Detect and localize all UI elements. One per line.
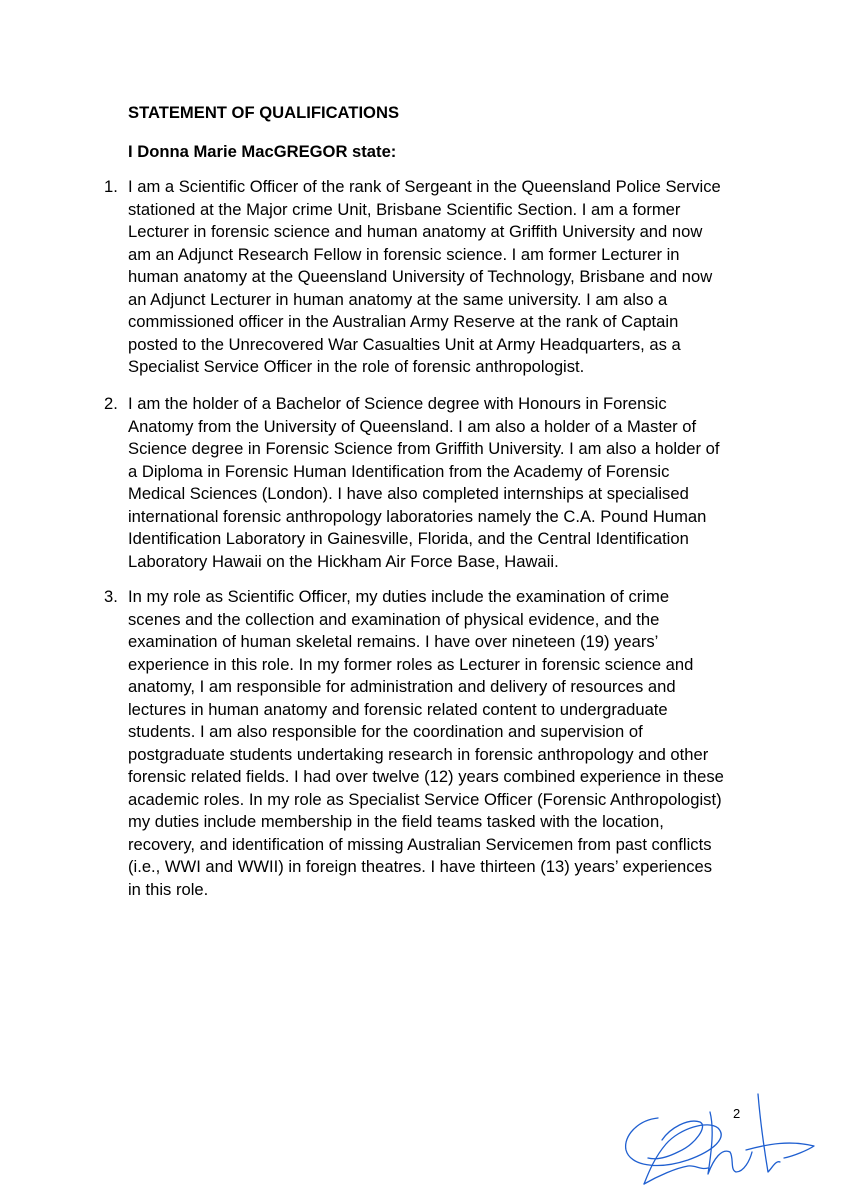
paragraph-number: 2.	[104, 394, 118, 413]
paragraph-line: international forensic anthropology laboratories namely the C.A. Pound Human	[128, 506, 707, 526]
paragraph-line: In my role as Scientific Officer, my duties include the examination of crime	[128, 587, 670, 606]
paragraph-line: a Diploma in Forensic Human Identification from the Academy of Forensic	[128, 461, 670, 481]
paragraph-line: Identification Laboratory in Gainesville, Florida, and the Central Identification	[128, 529, 689, 548]
paragraph-line: Medical Sciences (London). I have also completed internships at specialised	[128, 484, 689, 503]
paragraph-line: scenes and the collection and examination of physical evidence, and the	[128, 609, 660, 629]
paragraph-line: academic roles. In my role as Specialist Service Officer (Forensic Anthropologist)	[128, 789, 722, 809]
paragraph-line: postgraduate students undertaking research in forensic anthropology and other	[128, 744, 709, 764]
paragraph-line: commissioned officer in the Australian Army Reserve at the rank of Captain	[128, 312, 679, 331]
paragraph-line: posted to the Unrecovered War Casualties Unit at Army Headquarters, as a	[128, 334, 681, 354]
document-title: STATEMENT OF QUALIFICATIONS	[128, 103, 400, 122]
paragraph-line: I am the holder of a Bachelor of Science degree with Honours in Forensic	[128, 394, 667, 413]
paragraph-line: students. I am also responsible for the coordination and supervision of	[128, 722, 643, 741]
signature	[618, 1088, 818, 1188]
numbered-paragraph	[104, 176, 744, 379]
paragraph-line: examination of human skeletal remains. I have over nineteen (19) years’	[128, 632, 659, 651]
paragraph-line: in this role.	[128, 879, 209, 899]
paragraph-line: (i.e., WWI and WWII) in foreign theatres. I have thirteen (13) years’ experiences	[128, 857, 713, 876]
paragraph-line: Lecturer in forensic science and human anatomy at Griffith University and now	[128, 222, 703, 241]
paragraph-line: human anatomy at the Queensland University of Technology, Brisbane and now	[128, 267, 713, 286]
paragraph-line: an Adjunct Lecturer in human anatomy at the same university. I am also a	[128, 289, 668, 309]
numbered-paragraph	[104, 393, 744, 573]
page-number: 2	[733, 1106, 741, 1121]
paragraph-line: lectures in human anatomy and forensic related content to undergraduate	[128, 699, 668, 719]
paragraph-number: 3.	[104, 587, 118, 606]
paragraph-line: am an Adjunct Research Fellow in forensic science. I am former Lecturer in	[128, 244, 680, 264]
paragraph-line: my duties include membership in the field teams tasked with the location,	[128, 812, 664, 831]
paragraph-line: stationed at the Major crime Unit, Brisbane Scientific Section. I am a former	[128, 199, 681, 219]
paragraph-number: 1.	[104, 177, 118, 196]
paragraph-line: forensic related fields. I had over twelve (12) years combined experience in these	[128, 767, 724, 786]
numbered-paragraph	[104, 586, 744, 901]
paragraph-line: Specialist Service Officer in the role of forensic anthropologist.	[128, 357, 585, 376]
paragraph-line: Science degree in Forensic Science from Griffith University. I am also a holder of	[128, 439, 720, 458]
paragraph-line: Anatomy from the University of Queensland. I am also a holder of a Master of	[128, 416, 697, 436]
paragraph-line: Laboratory Hawaii on the Hickham Air Force Base, Hawaii.	[128, 551, 559, 571]
paragraph-line: experience in this role. In my former roles as Lecturer in forensic science and	[128, 654, 694, 674]
paragraph-line: recovery, and identification of missing Australian Servicemen from past conflicts	[128, 834, 712, 854]
paragraph-line: I am a Scientific Officer of the rank of Sergeant in the Queensland Police Service	[128, 177, 721, 196]
declarant-statement: I Donna Marie MacGREGOR state:	[128, 142, 397, 161]
paragraph-line: anatomy, I am responsible for administration and delivery of resources and	[128, 677, 676, 696]
